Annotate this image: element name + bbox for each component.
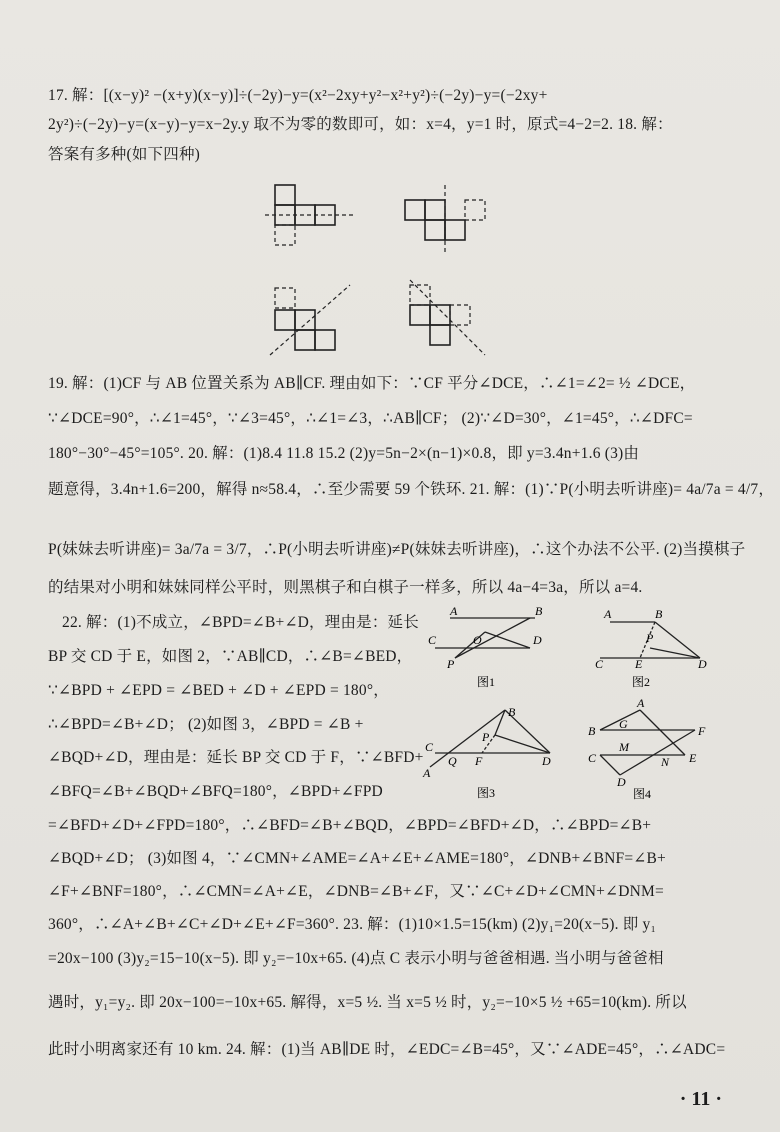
text-line: ∵∠BPD + ∠EPD = ∠BED + ∠D + ∠EPD = 180°， <box>48 682 389 699</box>
text-line: 180°−30°−45°=105°. 20. 解：(1)8.4 11.8 15.2 (2)y=5n−2×(n−1)×0.8，即 y=3.4n+1.6 (3)由 <box>48 445 640 462</box>
text-line: BP 交 CD 于 E，如图 2，∵AB∥CD，∴∠B=∠BED， <box>48 648 413 665</box>
label-C: C <box>425 740 434 754</box>
cube-net-diagram-4 <box>405 275 495 360</box>
text-line: ∠BFQ=∠B+∠BQD+∠BFQ=180°，∠BPD+∠FPD <box>48 783 383 800</box>
text-line: 17. 解：[(x−y)² −(x+y)(x−y)]÷(−2y)−y=(x²−2xy+y²−x²+y²)÷(−2y)−y=(−2xy+ <box>48 87 548 104</box>
label-P: P <box>447 657 455 671</box>
label-B: B <box>655 607 663 621</box>
figure-caption: 图1 <box>477 675 496 689</box>
text-line: 2y²)÷(−2y)−y=(x−y)−y=x−2y.y 取不为零的数即可，如：x=4，y=1 时，原式=4−2=2. 18. 解： <box>48 116 673 133</box>
text-line: 答案有多种(如下四种) <box>48 146 201 163</box>
label-B: B <box>535 604 543 618</box>
label-C: C <box>428 633 437 647</box>
text-line: ∴∠BPD=∠B+∠D； (2)如图 3，∠BPD = ∠B + <box>48 716 364 733</box>
page-number: · 11 · <box>679 1088 722 1110</box>
text-line: =∠BFD+∠D+∠FPD=180°，∴∠BFD=∠B+∠BQD，∠BPD=∠BFD+∠D，∴∠BPD=∠B+ <box>48 817 652 834</box>
text-line: 19. 解：(1)CF 与 AB 位置关系为 AB∥CF. 理由如下：∵CF 平分∠DCE，∴∠1=∠2= ½ ∠DCE， <box>48 375 696 392</box>
text-line: 22. 解：(1)不成立，∠BPD=∠B+∠D，理由是：延长 <box>62 614 419 631</box>
geometry-figure-3 <box>420 705 560 800</box>
text-line: 360°，∴∠A+∠B+∠C+∠D+∠E+∠F=360°. 23. 解：(1)10×1.5=15(km) (2)y₁=20(x−5). 即 y₁ <box>48 916 657 933</box>
label-N: N <box>661 755 670 769</box>
figure-caption: 图2 <box>632 675 651 689</box>
cube-net-diagram-3 <box>265 280 365 360</box>
label-A: A <box>637 696 645 710</box>
cube-net-diagram-1 <box>265 180 365 250</box>
label-D: D <box>698 657 707 671</box>
label-A: A <box>450 604 458 618</box>
label-D: D <box>533 633 542 647</box>
cube-net-diagram-2 <box>400 180 500 255</box>
figure-caption: 图4 <box>633 787 652 801</box>
geometry-figure-2 <box>590 607 720 690</box>
text-line: 此时小明离家还有 10 km. 24. 解：(1)当 AB∥DE 时，∠EDC=∠B=45°，又∵∠ADE=45°，∴∠ADC= <box>48 1041 726 1058</box>
text-line: P(妹妹去听讲座)= 3a/7a = 3/7，∴P(小明去听讲座)≠P(妹妹去听讲座)，∴这个办法不公平. (2)当摸棋子 <box>48 541 746 558</box>
label-G: G <box>619 717 628 731</box>
text-line: ∠BQD+∠D，理由是：延长 BP 交 CD 于 F，∵∠BFD+ <box>48 749 424 766</box>
label-Q: Q <box>448 754 457 768</box>
label-P: P <box>646 631 654 645</box>
label-D: D <box>542 754 551 768</box>
text-line: ∠BQD+∠D； (3)如图 4，∵∠CMN+∠AME=∠A+∠E+∠AME=180°，∠DNB+∠BNF=∠B+ <box>48 850 666 867</box>
label-A: A <box>423 766 431 780</box>
label-B: B <box>508 705 516 719</box>
label-F: F <box>475 754 483 768</box>
label-B: B <box>588 724 596 738</box>
geometry-figure-4 <box>585 696 715 801</box>
label-P: P <box>482 730 490 744</box>
text-line: 遇时，y₁=y₂. 即 20x−100=−10x+65. 解得，x=5 ½. 当 x=5 ½ 时，y₂=−10×5 ½ +65=10(km). 所以 <box>48 994 687 1011</box>
text-line: ∵∠DCE=90°，∴∠1=45°，∵∠3=45°，∴∠1=∠3，∴AB∥CF； (2)∵∠D=30°，∠1=45°，∴∠DFC= <box>48 410 693 427</box>
label-D: D <box>617 775 626 789</box>
label-E: E <box>689 751 697 765</box>
label-C: C <box>595 657 604 671</box>
text-line: 题意得，3.4n+1.6=200，解得 n≈58.4，∴至少需要 59 个铁环. 21. 解：(1)∵P(小明去听讲座)= 4a/7a = 4/7， <box>48 481 775 498</box>
label-M: M <box>619 740 629 754</box>
figure-caption: 图3 <box>477 786 496 800</box>
label-F: F <box>698 724 706 738</box>
label-E: E <box>635 657 643 671</box>
text-line: 的结果对小明和妹妹同样公平时，则黑棋子和白棋子一样多，所以 4a−4=3a，所以 a=4. <box>48 579 643 596</box>
label-A: A <box>604 607 612 621</box>
text-line: =20x−100 (3)y₂=15−10(x−5). 即 y₂=−10x+65. (4)点 C 表示小明与爸爸相遇. 当小明与爸爸相 <box>48 950 664 967</box>
geometry-figure-1 <box>425 604 555 690</box>
label-C: C <box>588 751 597 765</box>
label-O: O <box>473 633 482 647</box>
text-line: ∠F+∠BNF=180°，∴∠CMN=∠A+∠E，∠DNB=∠B+∠F，又∵∠C+∠D+∠CMN+∠DNM= <box>48 883 664 900</box>
